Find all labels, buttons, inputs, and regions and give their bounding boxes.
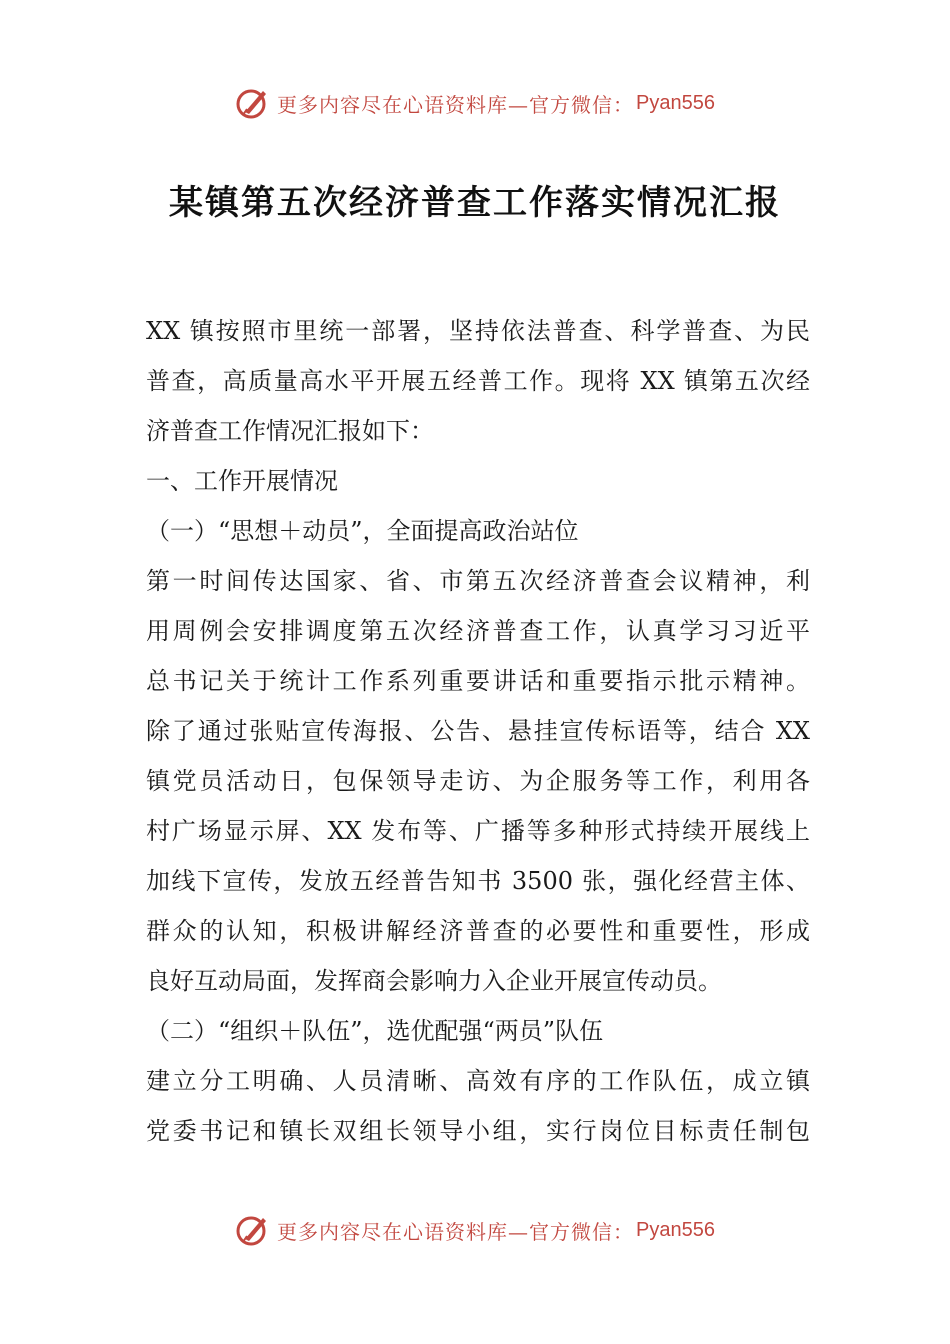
- quill-logo-icon: [235, 1212, 271, 1248]
- watermark-banner-top: [0, 83, 950, 123]
- document-body: [146, 306, 810, 1156]
- banner-wechat-id: Pyan556: [636, 91, 715, 114]
- text-line: 镇党员活动日，包保领导走访、为企服务等工作，利用各: [146, 767, 810, 795]
- banner-wechat-id: Pyan556: [636, 1218, 715, 1241]
- text-line: 济普查工作情况汇报如下：: [146, 417, 434, 445]
- text-line: 加线下宣传，发放五经普告知书 3500 张，强化经营主体、: [146, 867, 810, 895]
- document-title: 某镇第五次经济普查工作落实情况汇报: [169, 183, 781, 223]
- subsection-heading: （二）“组织＋队伍”，选优配强“两员”队伍: [146, 1017, 604, 1045]
- section-heading: 一、工作开展情况: [146, 467, 338, 495]
- text-line: 建立分工明确、人员清晰、高效有序的工作队伍，成立镇: [146, 1067, 810, 1095]
- text-line: 普查，高质量高水平开展五经普工作。现将 XX 镇第五次经: [146, 367, 810, 395]
- text-line: 用周例会安排调度第五次经济普查工作，认真学习习近平: [146, 617, 810, 645]
- subsection-heading: （一）“思想＋动员”，全面提高政治站位: [146, 517, 579, 545]
- text-line: 村广场显示屏、XX 发布等、广播等多种形式持续开展线上: [146, 817, 810, 845]
- text-line: 群众的认知，积极讲解经济普查的必要性和重要性，形成: [146, 917, 810, 945]
- text-line: 第一时间传达国家、省、市第五次经济普查会议精神，利: [146, 567, 810, 595]
- text-line: XX 镇按照市里统一部署，坚持依法普查、科学普查、为民: [146, 317, 810, 345]
- text-line: 党委书记和镇长双组长领导小组，实行岗位目标责任制包: [146, 1117, 810, 1145]
- text-line: 除了通过张贴宣传海报、公告、悬挂宣传标语等，结合 XX: [146, 717, 810, 745]
- text-line: 总书记关于统计工作系列重要讲话和重要指示批示精神。: [146, 667, 810, 695]
- quill-logo-icon: [235, 85, 271, 121]
- banner-text: 更多内容尽在心语资料库—官方微信：: [277, 1219, 635, 1244]
- text-line: 良好互动局面，发挥商会影响力入企业开展宣传动员。: [146, 967, 722, 995]
- banner-text: 更多内容尽在心语资料库—官方微信：: [277, 92, 635, 117]
- watermark-banner-bottom: [0, 1210, 950, 1250]
